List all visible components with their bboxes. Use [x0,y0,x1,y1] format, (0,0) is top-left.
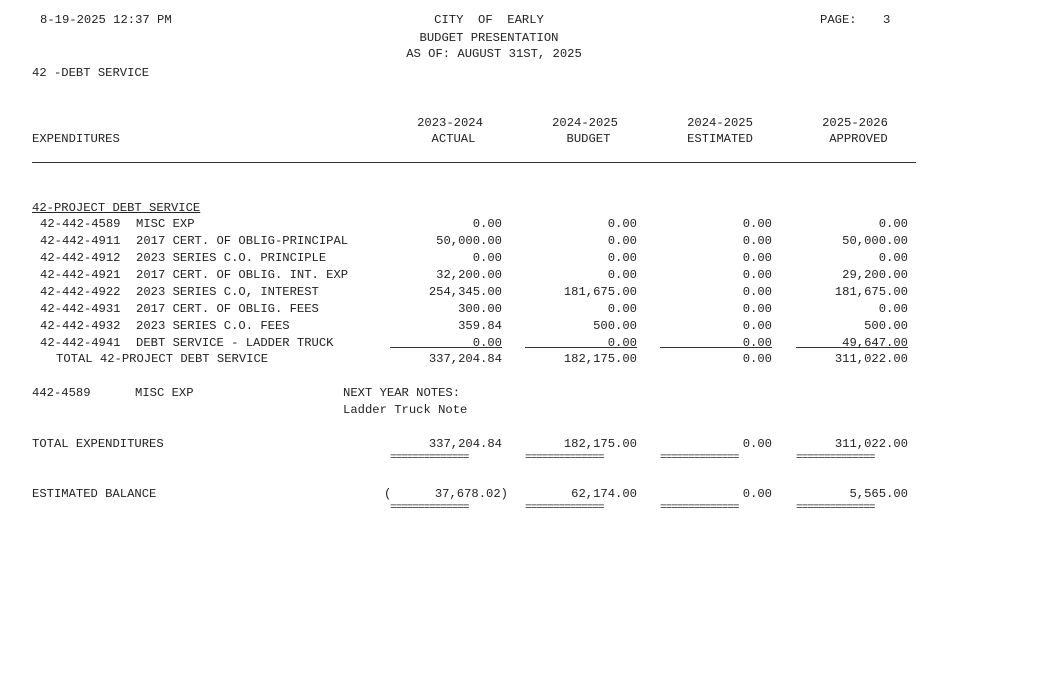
row-budget-amount: 0.00 [607,268,637,282]
double-rule: ============== [525,502,604,514]
row-account-number: 42-442-4589 [40,217,121,231]
row-account-number: 42-442-4912 [40,251,121,265]
row-account-number: 42-442-4941 [40,336,121,350]
row-approved-amount: 29,200.00 [842,268,908,282]
row-estimated-amount: 0.00 [742,336,772,350]
row-budget-amount: 0.00 [607,217,637,231]
department-title: 42-PROJECT DEBT SERVICE [32,201,201,215]
double-rule: ============== [390,452,469,464]
row-description: MISC EXP [136,217,195,231]
col3-type: ESTIMATED [687,132,753,146]
col3-year: 2024-2025 [687,116,753,130]
double-rule: ============== [390,502,469,514]
row-budget-amount: 181,675.00 [563,285,637,299]
row-budget-amount: 0.00 [607,302,637,316]
row-approved-amount: 500.00 [864,319,908,333]
subtotal-rule-col4 [796,347,908,348]
row-account-number: 42-442-4922 [40,285,121,299]
row-account-number: 42-442-4921 [40,268,121,282]
col4-type: APPROVED [829,132,888,146]
city-name: CITY OF EARLY [434,13,544,27]
row-estimated-amount: 0.00 [742,285,772,299]
expenditures-label: EXPENDITURES [32,132,120,146]
col2-year: 2024-2025 [552,116,618,130]
notes-account: 442-4589 [32,386,91,400]
row-approved-amount: 181,675.00 [834,285,908,299]
row-account-number: 42-442-4931 [40,302,121,316]
estimated-balance-label: ESTIMATED BALANCE [32,487,157,501]
department-total-actual: 337,204.84 [428,352,502,366]
row-budget-amount: 0.00 [607,336,637,350]
double-rule: ============== [660,502,739,514]
notes-text: Ladder Truck Note [343,403,468,417]
row-account-number: 42-442-4911 [40,234,121,248]
report-datetime: 8-19-2025 12:37 PM [40,13,172,27]
row-description: 2023 SERIES C.O. FEES [136,319,290,333]
total-expenditures-budget: 182,175.00 [563,437,637,451]
total-expenditures-estimated: 0.00 [742,437,772,451]
page-label: PAGE: [820,13,857,27]
row-actual-amount: 0.00 [472,217,502,231]
row-actual-amount: 254,345.00 [428,285,502,299]
row-budget-amount: 0.00 [607,251,637,265]
total-expenditures-actual: 337,204.84 [428,437,502,451]
row-actual-amount: 32,200.00 [436,268,502,282]
notes-heading: NEXT YEAR NOTES: [343,386,461,400]
estimated-balance-open-paren: ( [384,487,392,501]
row-estimated-amount: 0.00 [742,251,772,265]
fund-name: 42 -DEBT SERVICE [32,66,150,80]
row-description: 2023 SERIES C.O. PRINCIPLE [136,251,327,265]
total-expenditures-approved: 311,022.00 [834,437,908,451]
row-budget-amount: 0.00 [607,234,637,248]
report-title: BUDGET PRESENTATION [419,31,559,45]
double-rule: ============== [796,452,875,464]
row-actual-amount: 50,000.00 [436,234,502,248]
row-estimated-amount: 0.00 [742,268,772,282]
estimated-balance-actual: 37,678.02) [434,487,508,501]
row-estimated-amount: 0.00 [742,302,772,316]
header-rule [32,162,916,163]
row-description: DEBT SERVICE - LADDER TRUCK [136,336,334,350]
total-expenditures-label: TOTAL EXPENDITURES [32,437,164,451]
col4-year: 2025-2026 [822,116,888,130]
department-total-label: TOTAL 42-PROJECT DEBT SERVICE [56,352,269,366]
row-approved-amount: 50,000.00 [842,234,908,248]
department-total-estimated: 0.00 [742,352,772,366]
double-rule: ============== [796,502,875,514]
row-description: 2017 CERT. OF OBLIG. FEES [136,302,319,316]
double-rule: ============== [660,452,739,464]
estimated-balance-estimated: 0.00 [742,487,772,501]
row-account-number: 42-442-4932 [40,319,121,333]
row-budget-amount: 500.00 [593,319,637,333]
col1-type: ACTUAL [431,132,476,146]
row-actual-amount: 359.84 [458,319,502,333]
col1-year: 2023-2024 [417,116,483,130]
double-rule: ============== [525,452,604,464]
notes-description: MISC EXP [135,386,194,400]
col2-type: BUDGET [566,132,611,146]
subtotal-rule-col3 [660,347,772,348]
subtotal-rule-col2 [525,347,637,348]
report-as-of: AS OF: AUGUST 31ST, 2025 [406,47,582,61]
row-actual-amount: 0.00 [472,251,502,265]
row-approved-amount: 0.00 [878,302,908,316]
subtotal-rule-col1 [390,347,502,348]
department-total-budget: 182,175.00 [563,352,637,366]
row-description: 2023 SERIES C.O, INTEREST [136,285,319,299]
estimated-balance-approved: 5,565.00 [849,487,908,501]
page-number: 3 [883,13,891,27]
row-description: 2017 CERT. OF OBLIG. INT. EXP [136,268,349,282]
row-approved-amount: 0.00 [878,251,908,265]
row-actual-amount: 0.00 [472,336,502,350]
row-estimated-amount: 0.00 [742,217,772,231]
row-approved-amount: 49,647.00 [842,336,908,350]
row-actual-amount: 300.00 [458,302,502,316]
row-estimated-amount: 0.00 [742,319,772,333]
row-approved-amount: 0.00 [878,217,908,231]
department-total-approved: 311,022.00 [834,352,908,366]
estimated-balance-budget: 62,174.00 [571,487,637,501]
row-description: 2017 CERT. OF OBLIG-PRINCIPAL [136,234,349,248]
row-estimated-amount: 0.00 [742,234,772,248]
